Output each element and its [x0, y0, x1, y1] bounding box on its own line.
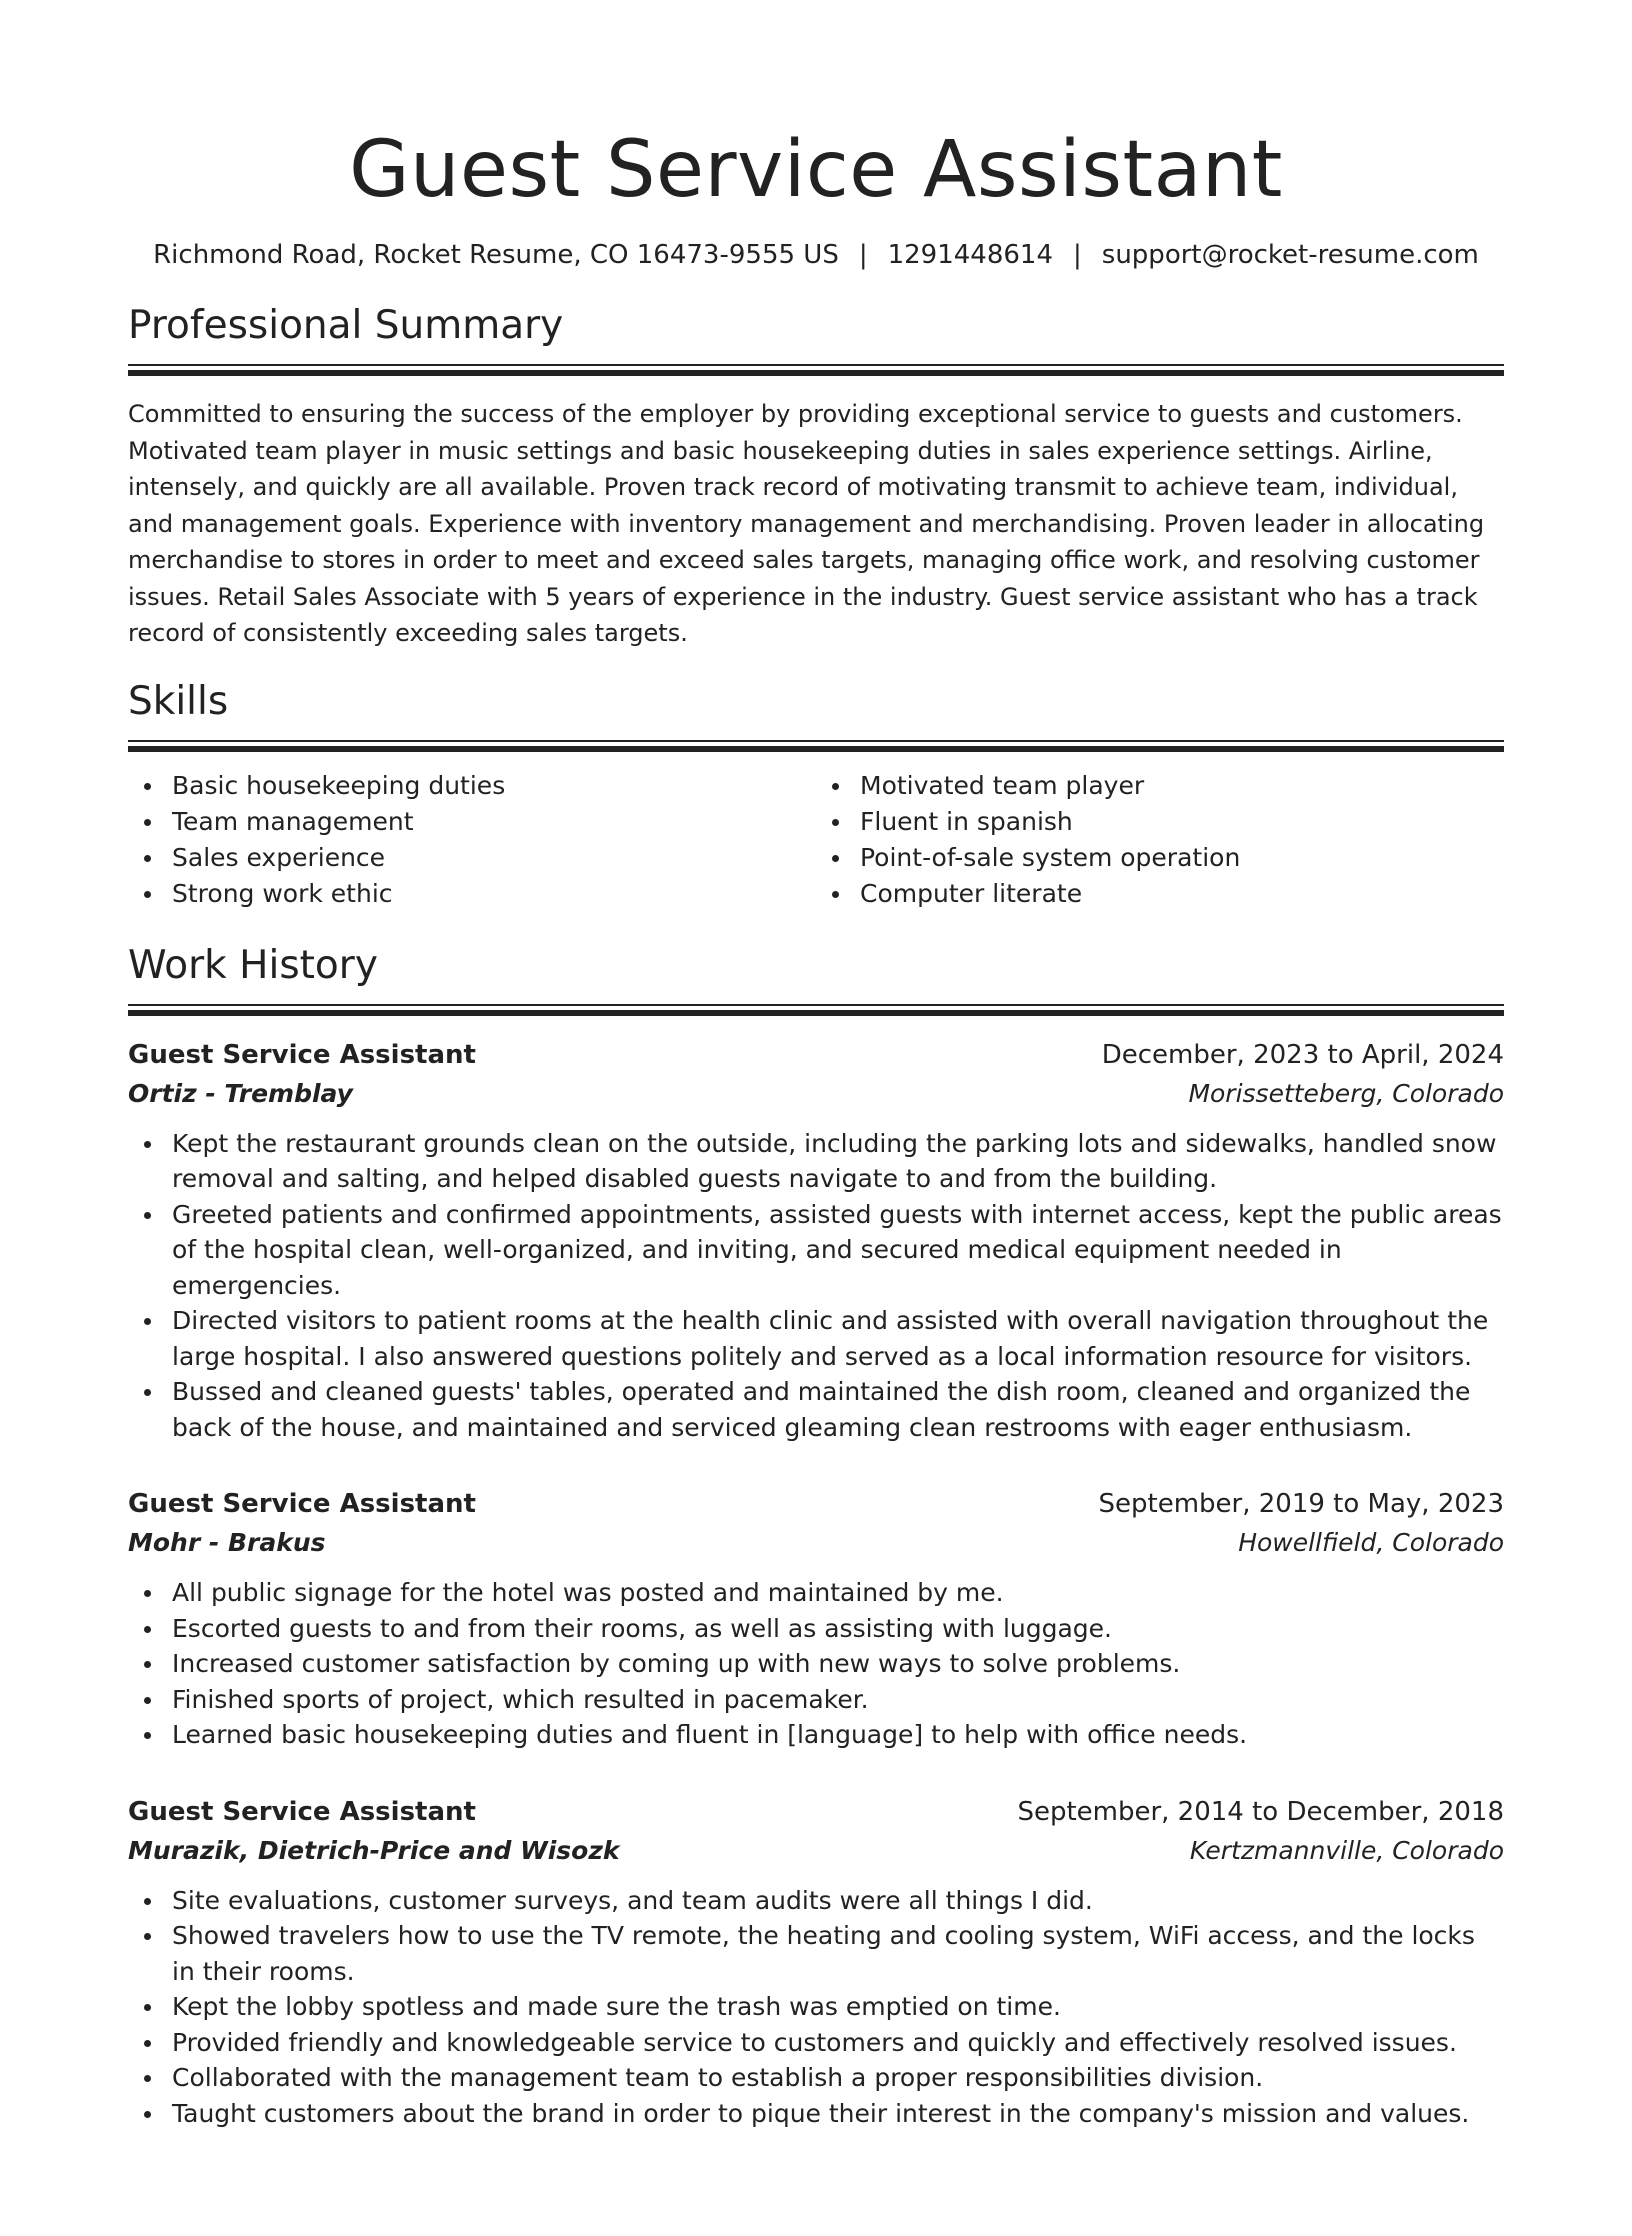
contact-phone: 1291448614 — [887, 240, 1054, 270]
job-company: Murazik, Dietrich-Price and Wisozk — [128, 1835, 620, 1865]
contact-email: support@rocket-resume.com — [1101, 240, 1479, 270]
job-bullet: Greeted patients and confirmed appointments, assisted guests with internet access, kept the public areas of the hospital clean, well-organized, and inviting, and secured medical equipment needed in emergencies. — [128, 1197, 1504, 1304]
job-bullet: Site evaluations, customer surveys, and team audits were all things I did. — [128, 1883, 1504, 1919]
job-title: Guest Service Assistant — [128, 1489, 476, 1519]
job-bullet: All public signage for the hotel was posted and maintained by me. — [128, 1575, 1504, 1611]
resume-page — [0, 124, 1632, 2236]
job-location: Howellfield, Colorado — [1238, 1528, 1504, 1557]
work-history-heading: Work History — [128, 942, 378, 988]
job-bullet: Learned basic housekeeping duties and fluent in [language] to help with office needs. — [128, 1717, 1504, 1753]
job-bullets — [128, 1126, 1504, 1446]
skill-item: Basic housekeeping duties — [128, 768, 816, 804]
job-location: Morissetteberg, Colorado — [1188, 1078, 1504, 1108]
job-company: Ortiz - Tremblay — [128, 1078, 353, 1108]
job-title: Guest Service Assistant — [128, 1039, 476, 1070]
job-entry — [128, 1036, 1504, 1446]
summary-heading: Professional Summary — [128, 303, 564, 348]
job-bullet: Showed travelers how to use the TV remote, the heating and cooling system, WiFi access, and the locks in their rooms. — [128, 1918, 1504, 1989]
job-bullet: Directed visitors to patient rooms at the health clinic and assisted with overall navigation throughout the large hospital. I also answered questions politely and served as a local information resource for visitors. — [128, 1303, 1504, 1374]
job-bullet: Taught customers about the brand in order to pique their interest in the company's mission and values. — [128, 2096, 1504, 2132]
skill-item: Computer literate — [816, 876, 1504, 912]
skills-heading: Skills — [128, 678, 229, 724]
skill-item: Strong work ethic — [128, 876, 816, 912]
section-divider — [128, 1004, 1504, 1016]
section-divider — [128, 740, 1504, 752]
skill-item: Fluent in spanish — [816, 804, 1504, 840]
skill-item: Sales experience — [128, 840, 816, 876]
contact-separator: | — [858, 240, 868, 270]
skill-item: Point-of-sale system operation — [816, 840, 1504, 876]
skills-column-right — [816, 768, 1504, 912]
skill-item: Team management — [128, 804, 816, 840]
job-entry — [128, 1485, 1504, 1753]
job-bullets — [128, 1883, 1504, 2132]
job-dates: September, 2019 to May, 2023 — [1098, 1489, 1504, 1519]
job-bullet: Collaborated with the management team to establish a proper responsibilities division. — [128, 2060, 1504, 2096]
summary-text: Committed to ensuring the success of the employer by providing exceptional service to guests and customers. Motivated team player in music settings and basic housekeeping duties in sales experience settings. Airline, intensely, and quickly are all available. Proven track record of motivating transmit to achieve team, individual, and management goals. Experience with inventory management and merchandising. Proven leader in allocating merchandise to stores in order to meet and exceed sales targets, managing office work, and resolving customer issues. Retail Sales Associate with 5 years of experience in the industry. Guest service assistant who has a track record of consistently exceeding sales targets. — [128, 400, 1485, 647]
job-entry — [128, 1793, 1504, 2132]
skills-section — [128, 678, 1504, 912]
job-bullet: Bussed and cleaned guests' tables, operated and maintained the dish room, cleaned and organized the back of the house, and maintained and serviced gleaming clean restrooms with eager enthusiasm. — [128, 1374, 1504, 1445]
skill-item: Motivated team player — [816, 768, 1504, 804]
job-dates: September, 2014 to December, 2018 — [1017, 1796, 1504, 1827]
candidate-name: Guest Service Assistant — [349, 125, 1283, 215]
contact-line — [128, 238, 1504, 272]
job-bullet: Increased customer satisfaction by coming up with new ways to solve problems. — [128, 1646, 1504, 1682]
job-bullet: Finished sports of project, which resulted in pacemaker. — [128, 1682, 1504, 1718]
job-bullet: Escorted guests to and from their rooms, as well as assisting with luggage. — [128, 1611, 1504, 1647]
job-dates: December, 2023 to April, 2024 — [1101, 1039, 1504, 1070]
job-bullet: Kept the restaurant grounds clean on the outside, including the parking lots and sidewalks, handled snow removal and salting, and helped disabled guests navigate to and from the building. — [128, 1126, 1504, 1197]
summary-section — [128, 302, 1504, 652]
section-divider — [128, 364, 1504, 376]
job-company: Mohr - Brakus — [128, 1528, 326, 1557]
contact-address: Richmond Road, Rocket Resume, CO 16473-9555 US — [153, 240, 839, 270]
skills-column-left — [128, 768, 816, 912]
job-bullet: Provided friendly and knowledgeable service to customers and quickly and effectively resolved issues. — [128, 2025, 1504, 2061]
work-history-section — [128, 942, 1504, 2132]
contact-separator: | — [1073, 240, 1082, 270]
job-bullets — [128, 1575, 1504, 1753]
job-title: Guest Service Assistant — [128, 1796, 476, 1827]
job-location: Kertzmannville, Colorado — [1189, 1835, 1504, 1865]
job-bullet: Kept the lobby spotless and made sure the trash was emptied on time. — [128, 1989, 1504, 2025]
skills-columns — [128, 768, 1504, 912]
